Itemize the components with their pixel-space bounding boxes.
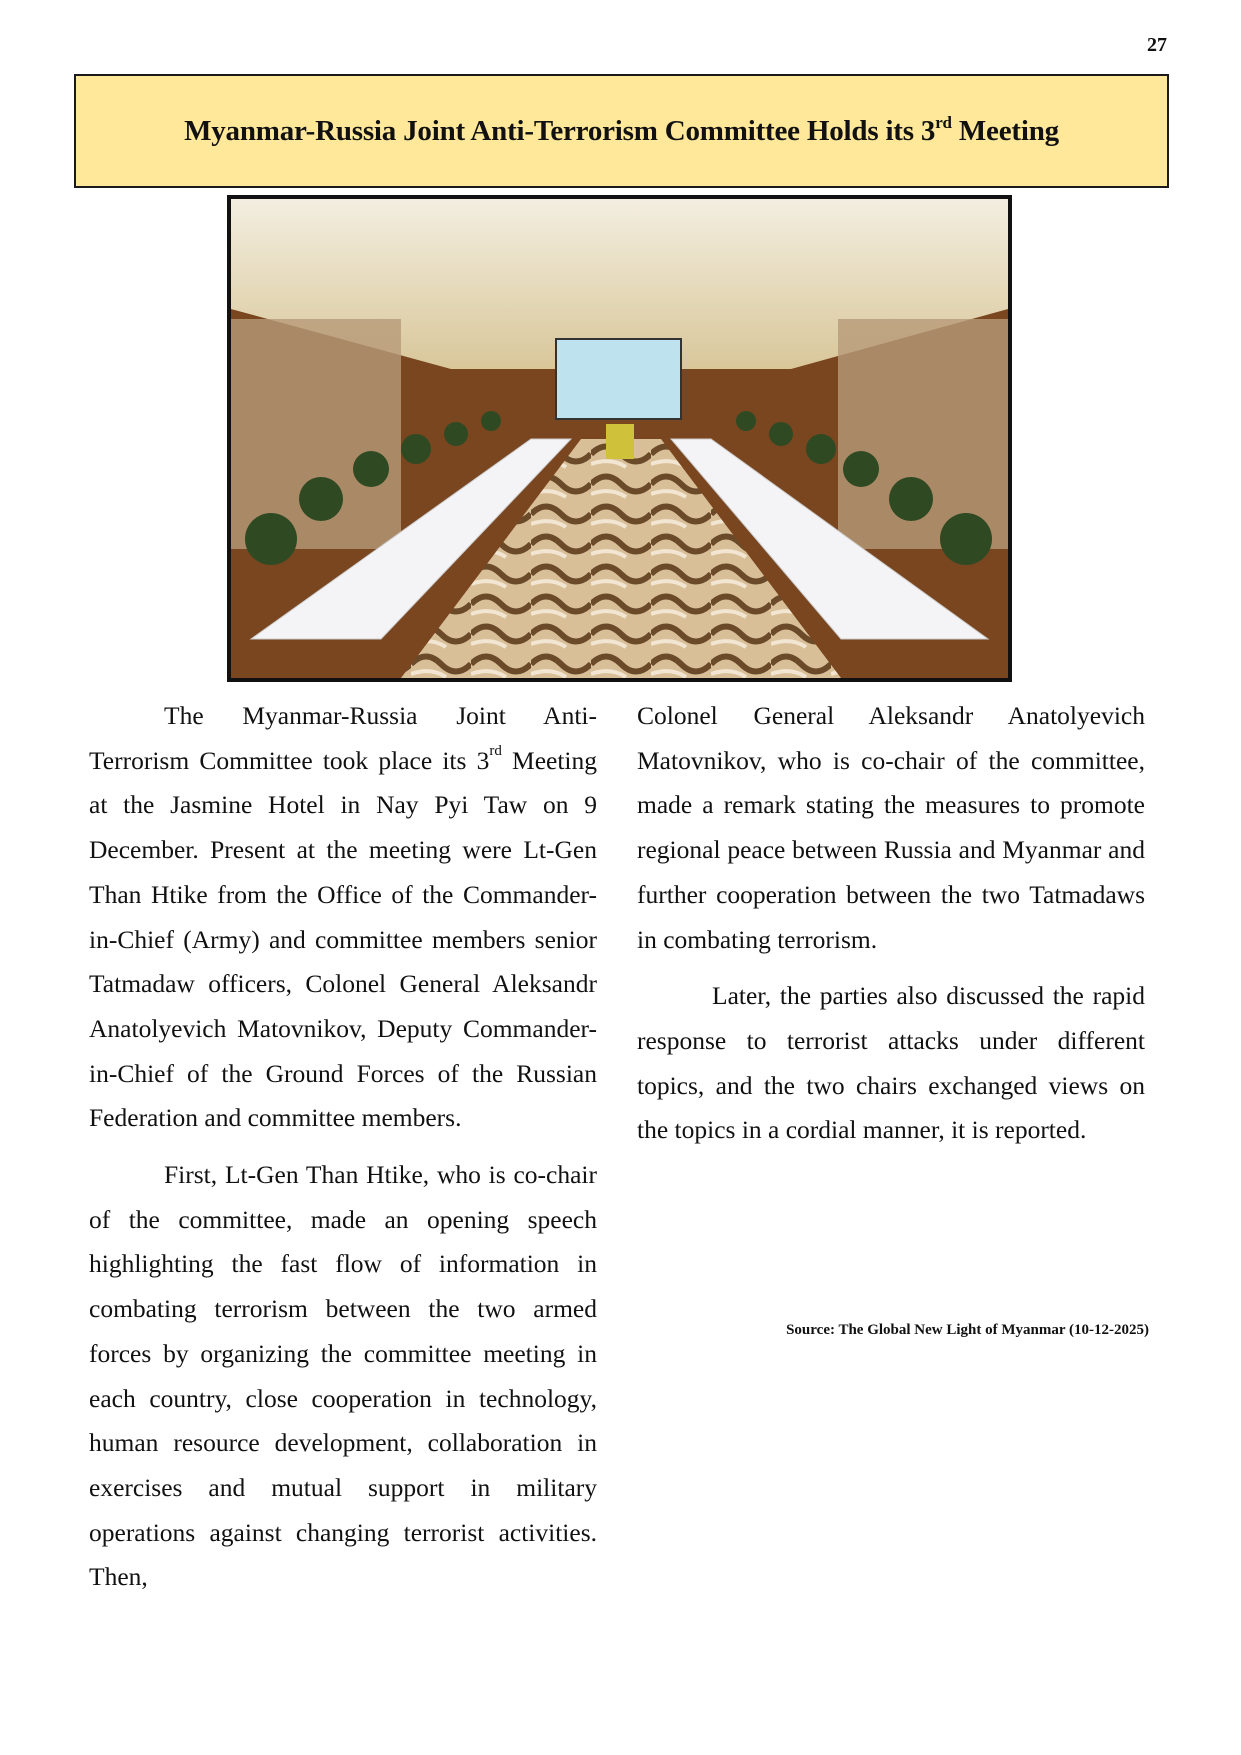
projection-screen	[556, 339, 681, 419]
paragraph-intro	[89, 694, 597, 1141]
title-text: Myanmar-Russia Joint Anti-Terrorism Committee Holds its 3	[184, 114, 936, 147]
meeting-photo	[227, 195, 1012, 682]
right-column	[637, 694, 1145, 1165]
paragraph-discussion: Later, the parties also discussed the rapid response to terrorist attacks under different topics, and the two chairs exchanged views on the topics in a cordial manner, it is reported.	[637, 981, 1145, 1145]
ordinal-suffix: rd	[489, 742, 502, 759]
title-ordinal-suffix: rd	[935, 112, 952, 132]
article-title	[184, 112, 1059, 148]
flower-arrangement	[606, 424, 634, 459]
meeting-photo-illustration	[231, 199, 1008, 678]
title-text-end: Meeting	[951, 114, 1059, 147]
paragraph-text: The Myanmar-Russia Joint Anti-Terrorism Committee took place its 3	[89, 701, 597, 775]
source-citation: Source: The Global New Light of Myanmar (10-12-2025)	[786, 1322, 1149, 1338]
paragraph-text-cont: Meeting at the Jasmine Hotel in Nay Pyi Taw on 9 December. Present at the meeting were Lt-Gen Than Htike from the Office of the Commander-in-Chief (Army) and committee members senior Tatmadaw officers, Colonel General Aleksandr Anatolyevich Matovnikov, Deputy Commander-in-Chief of the Ground Forces of the Russian Federation and committee members.	[89, 745, 597, 1133]
page-number: 27	[1147, 34, 1167, 56]
title-banner	[74, 74, 1169, 188]
paragraph-remark: Colonel General Aleksandr Anatolyevich Matovnikov, who is co-chair of the committee, made a remark stating the measures to promote regional peace between Russia and Myanmar and further cooperation between the two Tatmadaws in combating terrorism.	[637, 701, 1145, 954]
paragraph-opening-speech: First, Lt-Gen Than Htike, who is co-chair of the committee, made an opening speech highlighting the fast flow of information in combating terrorism between the two armed forces by organizing the committee meeting in each country, close cooperation in technology, human resource development, collaboration in exercises and mutual support in military operations against changing terrorist activities. Then,	[89, 1160, 597, 1592]
left-column	[89, 694, 597, 1612]
